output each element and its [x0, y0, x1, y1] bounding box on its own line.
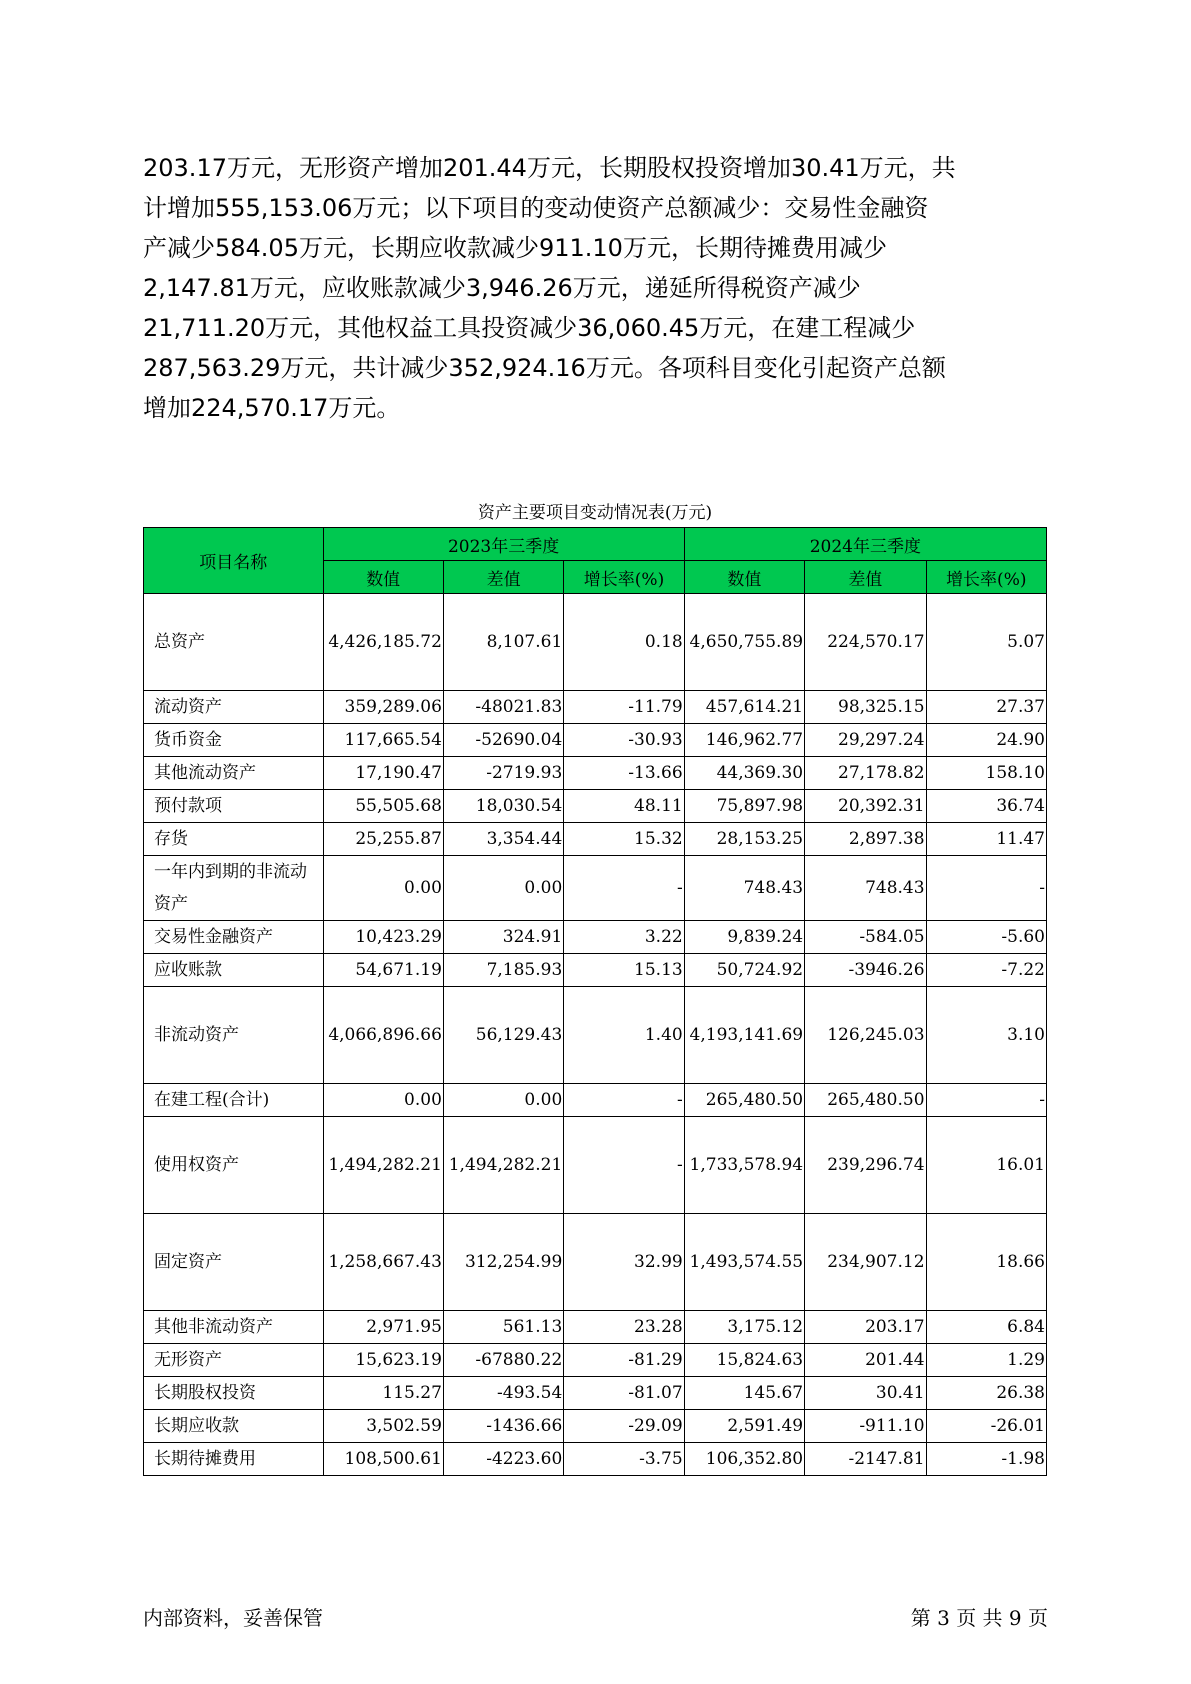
row-cell: 4,066,896.66: [323, 987, 443, 1084]
row-cell: 4,193,141.69: [684, 987, 804, 1084]
row-cell: -: [926, 856, 1046, 921]
footer-page-number: 第 3 页 共 9 页: [910, 1606, 1048, 1630]
paragraph-line: 203.17万元，无形资产增加201.44万元，长期股权投资增加30.41万元，共: [143, 154, 956, 182]
row-cell: -11.79: [564, 691, 684, 724]
header-period-2023: 2023年三季度: [323, 528, 684, 561]
row-cell: 748.43: [684, 856, 804, 921]
row-cell: 3.22: [564, 921, 684, 954]
table-row: [144, 856, 1047, 921]
header-item-name: 项目名称: [144, 528, 324, 594]
row-cell: -: [564, 1117, 684, 1214]
table-row: [144, 1410, 1047, 1443]
row-item-name: 长期股权投资: [144, 1377, 324, 1410]
row-cell: 16.01: [926, 1117, 1046, 1214]
table-row: [144, 1311, 1047, 1344]
row-cell: -7.22: [926, 954, 1046, 987]
row-item-name: 在建工程(合计): [144, 1084, 324, 1117]
row-cell: -3.75: [564, 1443, 684, 1476]
table-row: [144, 921, 1047, 954]
row-cell: 145.67: [684, 1377, 804, 1410]
row-cell: 17,190.47: [323, 757, 443, 790]
row-cell: 224,570.17: [805, 594, 926, 691]
header-growth: 增长率(%): [926, 561, 1046, 594]
table-row: [144, 1214, 1047, 1311]
row-cell: 32.99: [564, 1214, 684, 1311]
row-cell: 18,030.54: [443, 790, 563, 823]
row-cell: 11.47: [926, 823, 1046, 856]
header-diff: 差值: [805, 561, 926, 594]
row-item-name: 长期应收款: [144, 1410, 324, 1443]
row-cell: 36.74: [926, 790, 1046, 823]
row-cell: 4,650,755.89: [684, 594, 804, 691]
row-cell: 75,897.98: [684, 790, 804, 823]
row-cell: 1,494,282.21: [323, 1117, 443, 1214]
row-item-name: 应收账款: [144, 954, 324, 987]
table-row: [144, 987, 1047, 1084]
table-row: [144, 757, 1047, 790]
row-item-name: 长期待摊费用: [144, 1443, 324, 1476]
row-cell: 1.40: [564, 987, 684, 1084]
row-cell: 312,254.99: [443, 1214, 563, 1311]
row-item-name: 预付款项: [144, 790, 324, 823]
row-cell: 234,907.12: [805, 1214, 926, 1311]
header-period-2024: 2024年三季度: [684, 528, 1046, 561]
row-cell: -67880.22: [443, 1344, 563, 1377]
row-cell: 359,289.06: [323, 691, 443, 724]
row-cell: -81.07: [564, 1377, 684, 1410]
row-cell: -493.54: [443, 1377, 563, 1410]
row-cell: 18.66: [926, 1214, 1046, 1311]
table-row: [144, 594, 1047, 691]
row-cell: 108,500.61: [323, 1443, 443, 1476]
row-cell: 28,153.25: [684, 823, 804, 856]
row-item-name: 总资产: [144, 594, 324, 691]
row-cell: 0.00: [323, 856, 443, 921]
table-row: [144, 1377, 1047, 1410]
body-paragraph: [143, 148, 1048, 428]
row-cell: 146,962.77: [684, 724, 804, 757]
paragraph-line: 计增加555,153.06万元；以下项目的变动使资产总额减少：交易性金融资: [143, 194, 929, 222]
row-cell: -911.10: [805, 1410, 926, 1443]
paragraph-line: 2,147.81万元，应收账款减少3,946.26万元，递延所得税资产减少: [143, 274, 861, 302]
row-cell: 3.10: [926, 987, 1046, 1084]
row-cell: -26.01: [926, 1410, 1046, 1443]
row-item-name: 存货: [144, 823, 324, 856]
row-cell: -52690.04: [443, 724, 563, 757]
row-cell: 25,255.87: [323, 823, 443, 856]
row-cell: 0.00: [323, 1084, 443, 1117]
row-cell: 20,392.31: [805, 790, 926, 823]
row-cell: 1.29: [926, 1344, 1046, 1377]
header-diff: 差值: [443, 561, 563, 594]
row-cell: 239,296.74: [805, 1117, 926, 1214]
row-cell: 457,614.21: [684, 691, 804, 724]
paragraph-line: 产减少584.05万元，长期应收款减少911.10万元，长期待摊费用减少: [143, 234, 887, 262]
row-cell: 54,671.19: [323, 954, 443, 987]
row-cell: 4,426,185.72: [323, 594, 443, 691]
row-cell: 50,724.92: [684, 954, 804, 987]
row-cell: 0.00: [443, 856, 563, 921]
row-cell: -48021.83: [443, 691, 563, 724]
row-item-name: 无形资产: [144, 1344, 324, 1377]
row-cell: -5.60: [926, 921, 1046, 954]
row-cell: 44,369.30: [684, 757, 804, 790]
row-cell: -3946.26: [805, 954, 926, 987]
header-value: 数值: [323, 561, 443, 594]
table-row: [144, 790, 1047, 823]
table-row: [144, 724, 1047, 757]
row-cell: 3,502.59: [323, 1410, 443, 1443]
table-row: [144, 1443, 1047, 1476]
row-item-name: 流动资产: [144, 691, 324, 724]
row-cell: 27,178.82: [805, 757, 926, 790]
row-item-name: 固定资产: [144, 1214, 324, 1311]
row-cell: 3,175.12: [684, 1311, 804, 1344]
table-row: [144, 823, 1047, 856]
row-cell: 126,245.03: [805, 987, 926, 1084]
row-cell: 6.84: [926, 1311, 1046, 1344]
header-value: 数值: [684, 561, 804, 594]
row-item-name: 非流动资产: [144, 987, 324, 1084]
row-cell: 48.11: [564, 790, 684, 823]
row-cell: 29,297.24: [805, 724, 926, 757]
row-cell: -2719.93: [443, 757, 563, 790]
row-cell: 203.17: [805, 1311, 926, 1344]
row-cell: -29.09: [564, 1410, 684, 1443]
header-growth: 增长率(%): [564, 561, 684, 594]
row-cell: 98,325.15: [805, 691, 926, 724]
row-cell: 106,352.80: [684, 1443, 804, 1476]
row-item-name: 交易性金融资产: [144, 921, 324, 954]
table-row: [144, 691, 1047, 724]
row-cell: 158.10: [926, 757, 1046, 790]
row-cell: 2,971.95: [323, 1311, 443, 1344]
row-cell: 26.38: [926, 1377, 1046, 1410]
row-cell: 56,129.43: [443, 987, 563, 1084]
row-cell: -: [564, 1084, 684, 1117]
row-cell: 10,423.29: [323, 921, 443, 954]
asset-change-table: [143, 527, 1047, 1476]
row-cell: 7,185.93: [443, 954, 563, 987]
row-cell: 1,258,667.43: [323, 1214, 443, 1311]
row-cell: 15,824.63: [684, 1344, 804, 1377]
row-cell: -13.66: [564, 757, 684, 790]
table-caption: 资产主要项目变动情况表(万元): [477, 503, 713, 523]
row-cell: -1436.66: [443, 1410, 563, 1443]
row-cell: 265,480.50: [805, 1084, 926, 1117]
row-cell: 5.07: [926, 594, 1046, 691]
row-cell: 27.37: [926, 691, 1046, 724]
row-cell: -: [926, 1084, 1046, 1117]
row-item-name: 其他非流动资产: [144, 1311, 324, 1344]
row-cell: 23.28: [564, 1311, 684, 1344]
row-cell: 0.00: [443, 1084, 563, 1117]
row-cell: -30.93: [564, 724, 684, 757]
row-cell: 0.18: [564, 594, 684, 691]
row-cell: 561.13: [443, 1311, 563, 1344]
row-cell: -1.98: [926, 1443, 1046, 1476]
row-cell: -2147.81: [805, 1443, 926, 1476]
table-row: [144, 1084, 1047, 1117]
row-cell: 2,897.38: [805, 823, 926, 856]
row-cell: 55,505.68: [323, 790, 443, 823]
row-cell: 24.90: [926, 724, 1046, 757]
footer-confidential: 内部资料，妥善保管: [143, 1606, 323, 1630]
row-cell: -81.29: [564, 1344, 684, 1377]
row-cell: 265,480.50: [684, 1084, 804, 1117]
row-cell: 2,591.49: [684, 1410, 804, 1443]
row-cell: 324.91: [443, 921, 563, 954]
row-cell: -4223.60: [443, 1443, 563, 1476]
table-body: [144, 594, 1047, 1476]
row-cell: 1,494,282.21: [443, 1117, 563, 1214]
row-cell: 115.27: [323, 1377, 443, 1410]
row-cell: 15,623.19: [323, 1344, 443, 1377]
row-cell: 15.13: [564, 954, 684, 987]
table-row: [144, 1117, 1047, 1214]
row-cell: 30.41: [805, 1377, 926, 1410]
row-cell: 201.44: [805, 1344, 926, 1377]
row-cell: 8,107.61: [443, 594, 563, 691]
row-cell: 15.32: [564, 823, 684, 856]
paragraph-line: 增加224,570.17万元。: [143, 394, 401, 422]
row-item-name: 其他流动资产: [144, 757, 324, 790]
row-cell: -584.05: [805, 921, 926, 954]
table-row: [144, 954, 1047, 987]
row-cell: 9,839.24: [684, 921, 804, 954]
row-cell: 1,733,578.94: [684, 1117, 804, 1214]
row-cell: 1,493,574.55: [684, 1214, 804, 1311]
row-item-name: 一年内到期的非流动资产: [144, 856, 324, 921]
row-cell: 117,665.54: [323, 724, 443, 757]
table-row: [144, 1344, 1047, 1377]
row-cell: 3,354.44: [443, 823, 563, 856]
row-item-name: 货币资金: [144, 724, 324, 757]
row-item-name: 使用权资产: [144, 1117, 324, 1214]
row-cell: -: [564, 856, 684, 921]
row-cell: 748.43: [805, 856, 926, 921]
paragraph-line: 21,711.20万元，其他权益工具投资减少36,060.45万元，在建工程减少: [143, 314, 916, 342]
paragraph-line: 287,563.29万元，共计减少352,924.16万元。各项科目变化引起资产总额: [143, 354, 946, 382]
